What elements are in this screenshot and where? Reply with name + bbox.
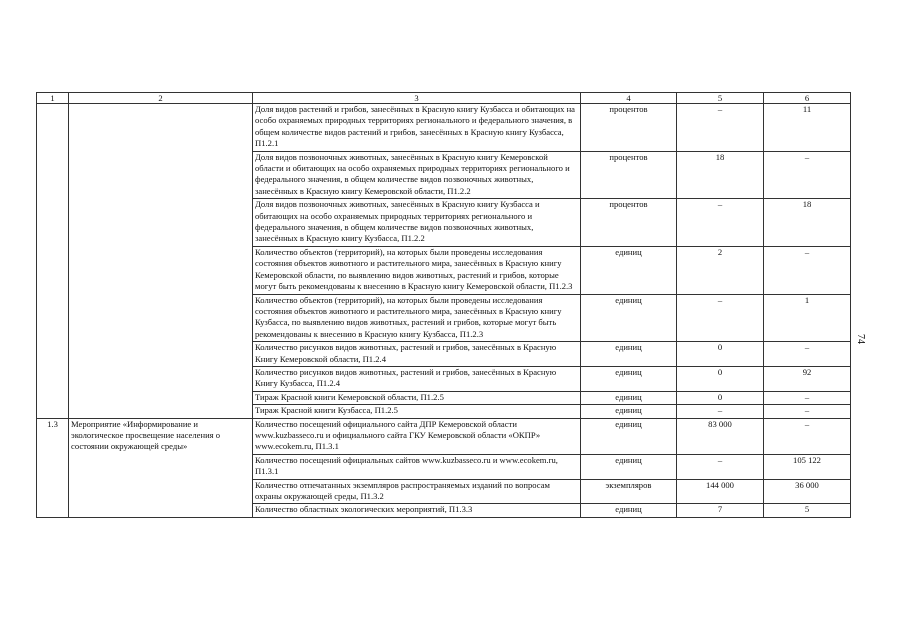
- header-col-6: 6: [764, 93, 851, 104]
- value-col6-cell: –: [764, 418, 851, 454]
- value-col6-cell: 105 122: [764, 454, 851, 479]
- value-col6-cell: 92: [764, 366, 851, 391]
- value-col5-cell: –: [677, 294, 764, 342]
- value-col5-cell: –: [677, 199, 764, 247]
- unit-cell: процентов: [581, 151, 677, 199]
- indicator-table: [36, 92, 851, 518]
- value-col5-cell: 0: [677, 391, 764, 404]
- indicator-cell: Количество объектов (территорий), на которых были проведены исследования состояния объектов животного и растительного мира, занесённых в Красную книгу Кузбасса, по выявлению видов животных, растений и грибов, которые могут быть рекомендованы к внесению в Красную книгу Кузбасса, П1.2.3: [253, 294, 581, 342]
- indicator-cell: Количество посещений официального сайта ДПР Кемеровской области www.kuzbasseco.ru и официального сайта ГКУ Кемеровской области «ОКПР» www.ecokem.ru, П1.3.1: [253, 418, 581, 454]
- value-col6-cell: –: [764, 151, 851, 199]
- row-number-cell: 1.3: [37, 418, 69, 517]
- unit-cell: единиц: [581, 454, 677, 479]
- activity-cell: [69, 104, 253, 419]
- header-row: [37, 93, 851, 104]
- indicator-cell: Доля видов позвоночных животных, занесённых в Красную книгу Кузбасса и обитающих на особо охраняемых природных территориях регионального и федерального значения, в общем количестве видов позвоночных животных, занесённых в Красную книгу Кузбасса, П1.2.2: [253, 199, 581, 247]
- value-col6-cell: –: [764, 391, 851, 404]
- value-col5-cell: 18: [677, 151, 764, 199]
- table-row: [37, 418, 851, 454]
- indicator-cell: Доля видов растений и грибов, занесённых в Красную книгу Кузбасса и обитающих на особо охраняемых природных территориях регионального и федерального значения, в общем количестве видов растений и грибов, занесённых в Красную книгу Кузбасса, П1.2.1: [253, 104, 581, 152]
- unit-cell: единиц: [581, 391, 677, 404]
- indicator-cell: Количество отпечатанных экземпляров распространяемых изданий по вопросам охраны окружающей среды, П1.3.2: [253, 479, 581, 504]
- table-row: [37, 104, 851, 152]
- indicator-cell: Доля видов позвоночных животных, занесённых в Красную книгу Кемеровской области и обитающих на особо охраняемых природных территориях регионального и федерального значения, в общем количестве видов позвоночных животных, занесённых в Красную книгу Кемеровской области, П1.2.2: [253, 151, 581, 199]
- value-col6-cell: 36 000: [764, 479, 851, 504]
- indicator-cell: Тираж Красной книги Кузбасса, П1.2.5: [253, 405, 581, 418]
- header-col-5: 5: [677, 93, 764, 104]
- value-col6-cell: –: [764, 246, 851, 294]
- indicator-cell: Количество объектов (территорий), на которых были проведены исследования состояния объектов животного и растительного мира, занесённых в Красную книгу Кемеровской области, по выявлению видов животных, растений и грибов, которые могут быть рекомендованы к внесению в Красную книгу Кемеровской области, П1.2.3: [253, 246, 581, 294]
- value-col6-cell: 5: [764, 504, 851, 517]
- header-col-2: 2: [69, 93, 253, 104]
- value-col5-cell: 144 000: [677, 479, 764, 504]
- unit-cell: единиц: [581, 418, 677, 454]
- indicator-cell: Количество рисунков видов животных, растений и грибов, занесённых в Красную Книгу Кемеровской области, П1.2.4: [253, 342, 581, 367]
- page-number: 74: [855, 334, 866, 344]
- row-number-cell: [37, 104, 69, 419]
- unit-cell: единиц: [581, 504, 677, 517]
- value-col6-cell: –: [764, 342, 851, 367]
- unit-cell: единиц: [581, 294, 677, 342]
- indicator-cell: Количество рисунков видов животных, растений и грибов, занесённых в Красную Книгу Кузбасса, П1.2.4: [253, 366, 581, 391]
- value-col5-cell: 2: [677, 246, 764, 294]
- header-col-3: 3: [253, 93, 581, 104]
- value-col5-cell: 83 000: [677, 418, 764, 454]
- header-col-4: 4: [581, 93, 677, 104]
- unit-cell: процентов: [581, 104, 677, 152]
- value-col5-cell: 0: [677, 366, 764, 391]
- value-col5-cell: 0: [677, 342, 764, 367]
- value-col6-cell: 11: [764, 104, 851, 152]
- value-col6-cell: 1: [764, 294, 851, 342]
- indicator-cell: Тираж Красной книги Кемеровской области, П1.2.5: [253, 391, 581, 404]
- unit-cell: процентов: [581, 199, 677, 247]
- unit-cell: единиц: [581, 246, 677, 294]
- value-col6-cell: –: [764, 405, 851, 418]
- unit-cell: единиц: [581, 342, 677, 367]
- value-col5-cell: –: [677, 104, 764, 152]
- activity-cell: Мероприятие «Информирование и экологическое просвещение населения о состоянии окружающей среды»: [69, 418, 253, 517]
- unit-cell: единиц: [581, 405, 677, 418]
- indicator-cell: Количество посещений официальных сайтов www.kuzbasseco.ru и www.ecokem.ru, П1.3.1: [253, 454, 581, 479]
- value-col5-cell: 7: [677, 504, 764, 517]
- value-col5-cell: –: [677, 405, 764, 418]
- value-col5-cell: –: [677, 454, 764, 479]
- value-col6-cell: 18: [764, 199, 851, 247]
- unit-cell: единиц: [581, 366, 677, 391]
- indicator-cell: Количество областных экологических мероприятий, П1.3.3: [253, 504, 581, 517]
- header-col-1: 1: [37, 93, 69, 104]
- unit-cell: экземпляров: [581, 479, 677, 504]
